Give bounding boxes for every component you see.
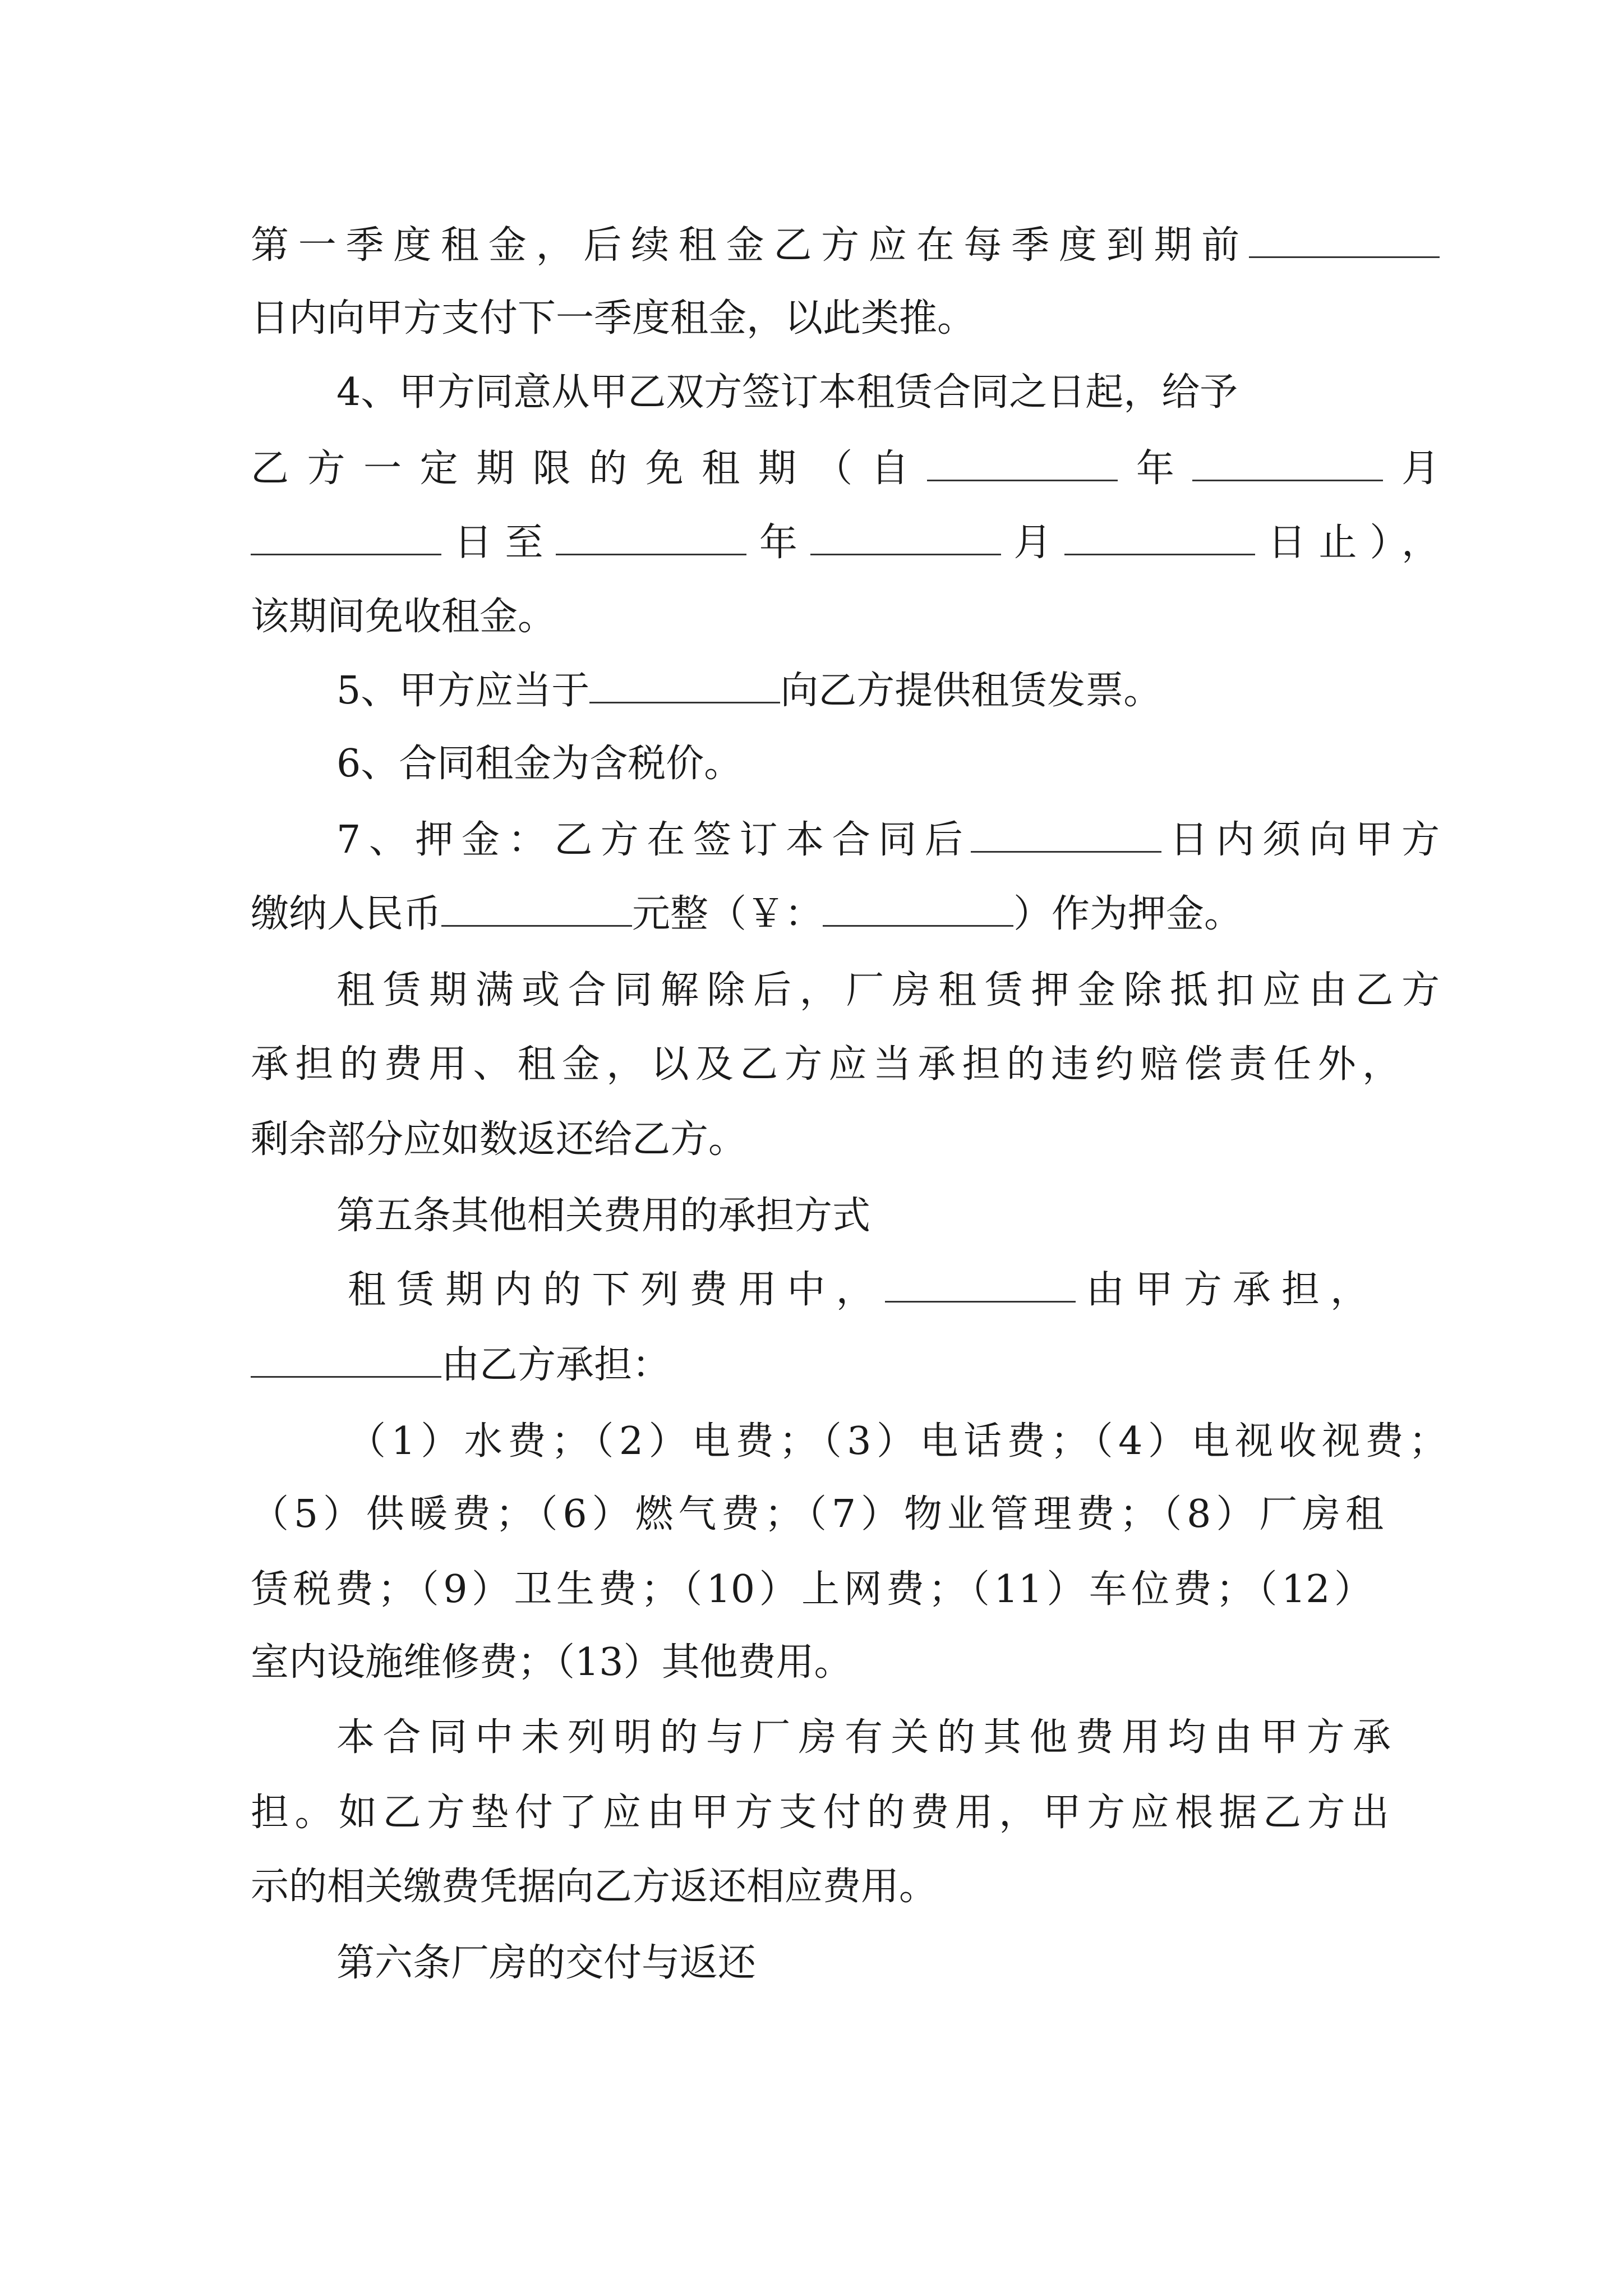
fill-blank xyxy=(1064,519,1255,555)
fill-blank xyxy=(885,1266,1076,1303)
text-line: 7、押金：乙方在签订本合同后 日内须向甲方 xyxy=(336,807,1440,874)
text-line: 5、甲方应当于 向乙方提供租赁发票。 xyxy=(336,657,1525,725)
fill-blank xyxy=(823,890,1013,927)
section-heading: 第六条厂房的交付与返还 xyxy=(336,1941,757,1985)
text-line: 日至 年 月 日止）， xyxy=(251,509,1440,577)
section-heading: 第五条其他相关费用的承担方式 xyxy=(336,1194,871,1238)
fill-blank xyxy=(251,1341,441,1378)
text-line: 承担的费用、租金，以及乙方应当承担的违约赔偿责任外， xyxy=(251,1042,1400,1087)
text-line: 日内向甲方支付下一季度租金，以此类推。 xyxy=(251,296,976,341)
fill-blank xyxy=(556,519,746,555)
text-line: 由乙方承担： xyxy=(251,1332,1440,1399)
text-line: 缴纳人民币 元整（￥： ）作为押金。 xyxy=(251,881,1440,948)
fill-blank xyxy=(971,816,1161,853)
text-line: 剩余部分应如数返还给乙方。 xyxy=(251,1117,747,1162)
text-line: （5）供暖费；（6）燃气费；（7）物业管理费；（8）厂房租 xyxy=(251,1492,1384,1536)
fill-blank xyxy=(927,445,1118,481)
text-line: 6、合同租金为含税价。 xyxy=(336,742,743,786)
text-line: （1）水费；（2）电费；（3）电话费；（4）电视收视费； xyxy=(348,1419,1447,1464)
fill-blank xyxy=(1192,445,1383,481)
text-line: 第一季度租金，后续租金乙方应在每季度到期前 xyxy=(251,212,1440,279)
text-line: 本合同中未列明的与厂房有关的其他费用均由甲方承 xyxy=(336,1715,1391,1760)
text-line: 室内设施维修费；（13）其他费用。 xyxy=(251,1640,852,1685)
fill-blank xyxy=(589,667,780,703)
fill-blank xyxy=(810,519,1001,555)
fill-blank xyxy=(1249,222,1440,258)
text-line: 担。如乙方垫付了应由甲方支付的费用，甲方应根据乙方出 xyxy=(251,1791,1389,1835)
text-line: 乙方一定期限的免租期（自 年 月 xyxy=(251,435,1440,503)
text-line: 租赁期内的下列费用中， 由甲方承担， xyxy=(348,1257,1368,1324)
text-line: 4、甲方同意从甲乙双方签订本租赁合同之日起，给予 xyxy=(336,370,1238,415)
text-line: 该期间免收租金。 xyxy=(251,595,556,639)
text-line: 赁税费；（9）卫生费；（10）上网费；（11）车位费；（12） xyxy=(251,1567,1372,1612)
text-line: 示的相关缴费凭据向乙方返还相应费用。 xyxy=(251,1865,938,1909)
text-line: 租赁期满或合同解除后，厂房租赁押金除抵扣应由乙方 xyxy=(336,968,1440,1013)
fill-blank xyxy=(251,519,441,555)
fill-blank xyxy=(441,890,632,927)
